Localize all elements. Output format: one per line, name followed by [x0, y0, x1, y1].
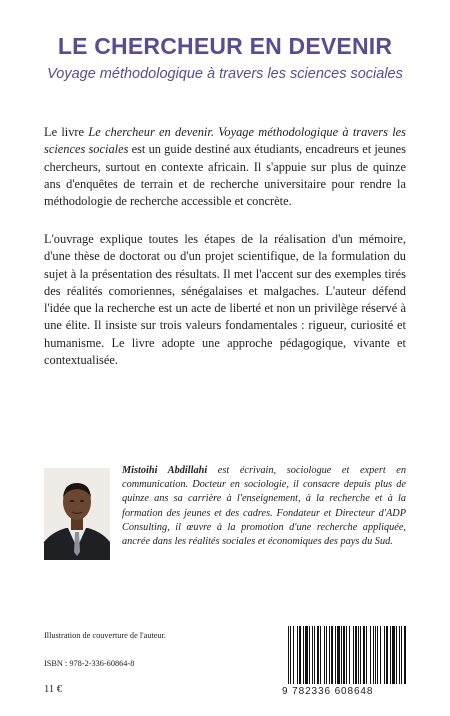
barcode-bar	[320, 626, 321, 684]
barcode-bar	[337, 626, 340, 684]
author-bio	[122, 464, 406, 549]
barcode-bar	[335, 626, 336, 684]
barcode-bar	[290, 626, 291, 684]
barcode-bar	[353, 626, 354, 684]
barcode-bar	[303, 626, 304, 684]
author-bio-text: est écrivain, sociologue et expert en communication. Docteur en sociologie, il consacre depuis plus de quinze ans sa carrière à l'enseignement, à la recherche et à la formation des jeunes et des cadres. Fondateur et Directeur d'ADP Consulting, il œuvre à la promotion d'une recherche appliquée, ancrée dans les réalités sociales et économiques des pays du Sud.	[122, 465, 407, 548]
barcode-bar	[317, 626, 319, 684]
barcode-bar	[288, 626, 289, 684]
book-title: LE CHERCHEUR EN DEVENIR	[57, 33, 393, 59]
barcode-bar	[358, 626, 359, 684]
author-name: Mistoihi Abdillahi	[122, 465, 208, 476]
description-paragraph-1	[44, 124, 406, 210]
barcode-bar	[299, 626, 301, 684]
barcode-bar	[375, 626, 376, 684]
barcode-bar	[324, 626, 325, 684]
author-portrait-image	[44, 468, 110, 560]
barcode-bar	[293, 626, 294, 684]
barcode-bar	[366, 626, 367, 684]
barcode-bar	[314, 626, 315, 684]
barcode-bar	[343, 626, 345, 684]
barcode-bar	[384, 626, 385, 684]
barcode-bar	[349, 626, 350, 684]
barcode-bar	[377, 626, 378, 684]
barcode-bar	[326, 626, 327, 684]
barcode-bar	[329, 626, 330, 684]
barcode-bar	[401, 626, 402, 684]
barcode-bar	[399, 626, 400, 684]
barcode-bar	[305, 626, 308, 684]
description-text: est un guide destiné aux étudiants, encadreurs et jeunes chercheurs, surtout en contexte africain. Il s'appuie sur plus de quinze ans d'enquêtes de terrain et de recherche universitaire pour rendre la méthodologie de recherche accessible et concrète.	[44, 142, 406, 209]
barcode-bar	[373, 626, 374, 684]
barcode-bar	[386, 626, 388, 684]
barcode-bar	[309, 626, 310, 684]
barcode-bar	[370, 626, 371, 684]
description-paragraph-2: L'ouvrage explique toutes les étapes de la réalisation d'un mémoire, d'une thèse de doctorat ou d'un projet scientifique, de la formulation du sujet à la présentation des résultats. Il met l'accent sur des exemples tirés des réalités comoriennes, sénégalaises et malgaches. L'auteur défend l'idée que la recherche est un acte de liberté et non un privilège réservé à une élite. Il insiste sur trois valeurs fondamentales : rigueur, curiosité et humanisme. Le livre adopte une approche pédagogique, vivante et contextualisée.	[44, 232, 406, 368]
book-subtitle: Voyage méthodologique à travers les sciences sociales	[47, 66, 403, 82]
author-photo	[44, 468, 110, 560]
barcode-bar	[341, 626, 342, 684]
description-book-title: Le chercheur en devenir. Voyage méthodologique à travers les sciences sociales	[44, 125, 406, 157]
barcode-bar	[346, 626, 347, 684]
description-prefix: Le livre	[44, 125, 89, 139]
price: 11 €	[44, 684, 62, 695]
barcode-digits: 9 782336 608648	[282, 686, 374, 697]
barcode-bar	[396, 626, 397, 684]
barcode-bar	[390, 626, 391, 684]
barcode	[288, 626, 406, 684]
barcode-bar	[355, 626, 357, 684]
barcode-bar	[312, 626, 313, 684]
barcode-bar	[360, 626, 361, 684]
barcode-bar	[331, 626, 333, 684]
cover-credit: Illustration de couverture de l'auteur.	[44, 631, 166, 640]
isbn: ISBN : 978-2-336-60864-8	[44, 659, 135, 668]
barcode-bar	[392, 626, 395, 684]
barcode-bar	[297, 626, 298, 684]
barcode-bar	[380, 626, 381, 684]
barcode-bar	[404, 626, 406, 684]
barcode-bar	[363, 626, 365, 684]
